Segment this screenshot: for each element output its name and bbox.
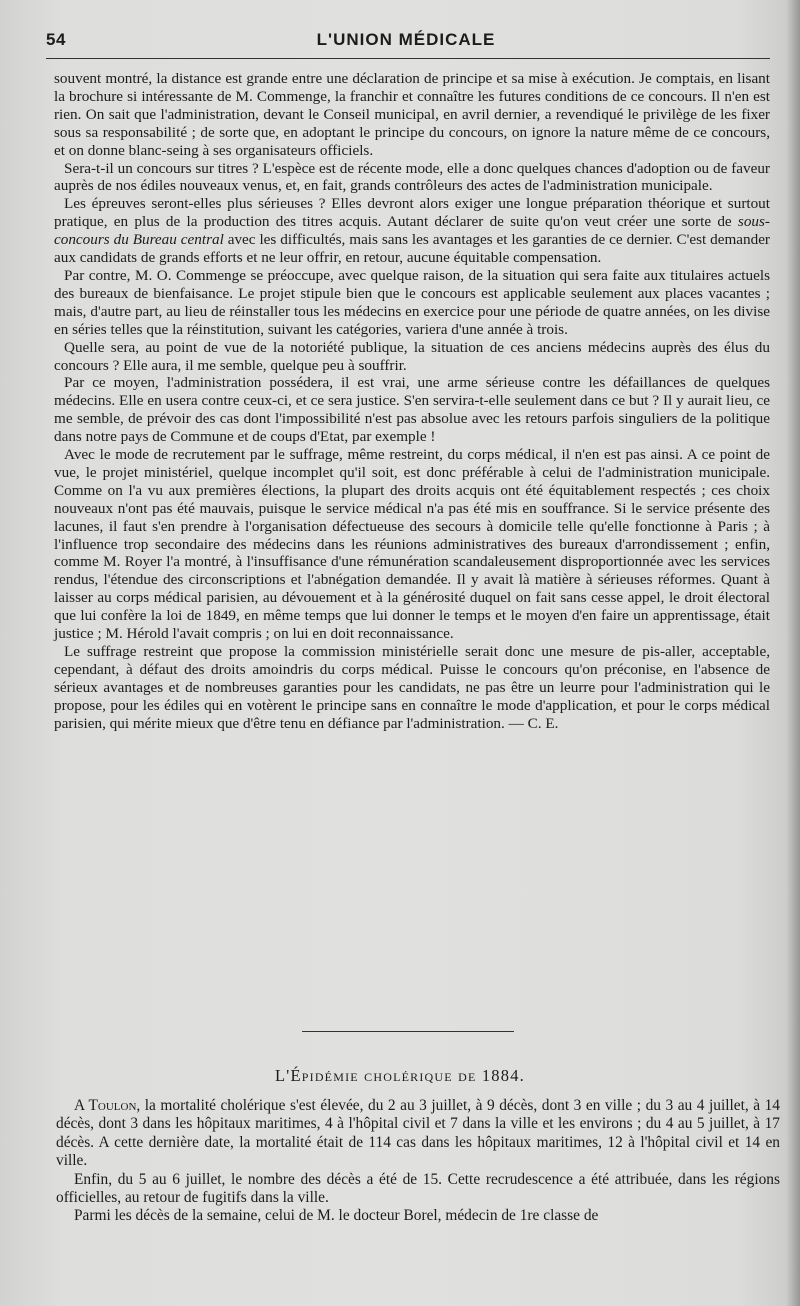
article-paragraph: Par contre, M. O. Commenge se préoccupe, avec quelque raison, de la situation qui sera faite aux titulaires actuels des bureaux de bienfaisance. Le projet stipule bien que le concours est applicable seulement aux places vacantes ; mais, d'autre part, au lieu de réinstaller tous les médecins en exercice pour une période de quatre années, on les divise en séries telles que la réinstitution, suivant les catégories, variera d'une année à trois.	[54, 266, 770, 338]
section-paragraph	[56, 1097, 780, 1171]
article-paragraph: Par ce moyen, l'administration possédera, il est vrai, une arme sérieuse contre les défaillances de quelques médecins. Elle en usera contre ceux-ci, et ce sera justice. S'en servira-t-elle seulement dans ce but ? Il y aurait lieu, ce me semble, de prévoir des cas dont l'impossibilité n'est pas absolue avec les retours parfois singuliers de la politique dans notre pays de Commune et de coups d'Etat, par exemple !	[54, 374, 770, 446]
section-text: , la mortalité cholérique s'est élevée, du 2 au 3 juillet, à 9 décès, dont 3 en ville ; du 3 au 4 juillet, à 14 décès, dont 3 dans les hôpitaux maritimes, 4 à l'hôpital civil et 7 dans la ville et les environs ; du 4 au 5 juillet, à 17 décès. A cette dernière date, la mortalité était de 114 cas dans les hôpitaux maritimes, 12 à l'hôpital civil et 14 en ville.	[56, 1097, 780, 1170]
article-paragraph: Sera-t-il un concours sur titres ? L'espèce est de récente mode, elle a donc quelques chances d'adoption ou de faveur auprès de nos édiles nouveaux venus, et, en fait, grands contrôleurs des actes de l'administration municipale.	[54, 159, 770, 195]
article-paragraph	[54, 195, 770, 267]
section-paragraph: Enfin, du 5 au 6 juillet, le nombre des décès a été de 15. Cette recrudescence a été attribuée, dans les régions officielles, au retour de fugitifs dans la ville.	[56, 1170, 780, 1207]
article-paragraph: Avec le mode de recrutement par le suffrage, même restreint, du corps médical, il n'en est pas ainsi. A ce point de vue, le projet ministériel, quelque incomplet qu'il soit, est donc préférable à celui de l'administration municipale. Comme on l'a vu aux premières élections, la plupart des droits acquis ont été équitablement respectés ; ces choix nouveaux n'ont pas été mauvais, puisque le service médical n'a pas été mis en souffrance. Si le service présente des lacunes, il faut s'en prendre à l'organisation défectueuse des secours à domicile telle qu'elle fonctionne à Paris ; à l'influence trop secondaire des médecins dans les réunions administratives des bureaux d'arrondissement ; enfin, comme M. Royer l'a montré, à l'insuffisance d'une rémunération scandaleusement disproportionnée avec les services rendus, l'étendue des circonscriptions et l'abnégation demandée. Il y avait là matière à sérieuses réformes. Quant à laisser au corps médical parisien, au dévouement et à la générosité duquel on fait sans cesse appel, le droit électoral que lui confère la loi de 1849, en même temps que lui donner le temps et le moyen d'en faire un apprentissage, était justice ; M. Hérold l'avait compris ; on lui en doit reconnaissance.	[54, 446, 770, 643]
section-body	[56, 1097, 780, 1226]
page-edge-shadow	[786, 0, 800, 1306]
section-paragraph: Parmi les décès de la semaine, celui de M. le docteur Borel, médecin de 1re classe de	[74, 1207, 599, 1225]
header-rule	[46, 58, 770, 59]
page-number: 54	[46, 30, 66, 49]
article-text: avec les difficultés, mais sans les avantages et les garanties de ce dernier. C'est demander aux candidats de grands efforts et ne leur offrir, en retour, aucune équitable compensation.	[54, 231, 770, 267]
section-lead: A Toulon	[74, 1097, 137, 1114]
article-paragraph: souvent montré, la distance est grande entre une déclaration de principe et sa mise à exécution. Je comptais, en lisant la brochure si intéressante de M. Commenge, la franchir et connaître les futures conditions de ce concours. Il n'en est rien. On sait que l'administration, devant le Conseil municipal, en avril dernier, a revendiqué le privilège de les fixer sous sa responsabilité ; de sorte que, en adoptant le principe du concours, on ignore la nature même de ce concours, et on donne blanc-seing à ses organisateurs officiels.	[54, 70, 770, 159]
page-header	[46, 28, 766, 58]
article-text: Les épreuves seront-elles plus sérieuses ? Elles devront alors exiger une longue préparation théorique et surtout pratique, en plus de la production des titres acquis. Autant déclarer de suite qu'on veut créer une sorte de	[54, 195, 770, 231]
section-title-prefix: L'	[275, 1066, 291, 1085]
section-title-year: 1884.	[481, 1066, 525, 1085]
running-title: L'UNION MÉDICALE	[316, 30, 496, 49]
section-divider	[302, 1031, 514, 1032]
section-title	[0, 1066, 800, 1086]
article-italic-term: sous-concours du Bureau central	[54, 213, 770, 249]
article-paragraph: Le suffrage restreint que propose la commission ministérielle serait donc une mesure de pis-aller, acceptable, cependant, à défaut des droits amoindris du corps médical. Puisse le concours qu'on préconise, en l'absence de sérieux avantages et de nombreuses garanties pour les candidats, ne pas être un leurre pour l'administration qui le propose, pour les édiles qui en votèrent le principe sans en connaître le mode d'application, et pour le corps médical parisien, qui mérite mieux que d'être tenu en défiance par l'administration. — C. E.	[54, 643, 770, 732]
section-title-text: Épidémie cholérique de	[290, 1066, 477, 1085]
article-body	[54, 70, 770, 733]
article-paragraph: Quelle sera, au point de vue de la notoriété publique, la situation de ces anciens médecins auprès des élus du concours ? Elle aura, il me semble, quelque peu à souffrir.	[54, 338, 770, 374]
